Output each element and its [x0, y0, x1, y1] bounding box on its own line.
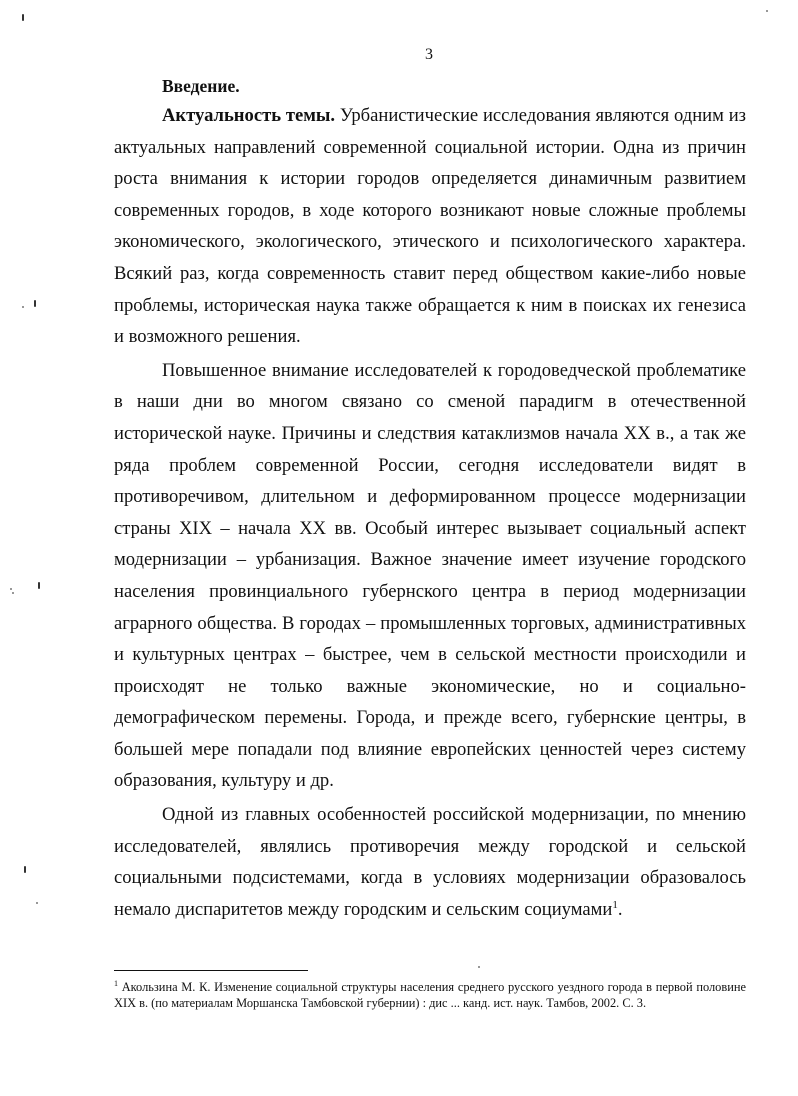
paragraph-contradictions: [114, 799, 746, 925]
page-number: 3: [425, 46, 433, 63]
footnote: [114, 979, 746, 1011]
footnote-marker: 1: [114, 978, 118, 988]
scan-artifact-dot: [36, 902, 38, 904]
paragraph-end: .: [617, 898, 623, 920]
paragraph-text: Одной из главных особенностей российской модернизации, по мнению исследователей, являлись противоречия между городской и сельской социальными подсистемами, когда в условиях модернизации образовалось немало диспаритетов между городским и сельским социумами: [114, 804, 746, 920]
scan-artifact-mark: [22, 14, 24, 21]
scan-artifact-dot: [22, 306, 24, 308]
paragraph-text: Повышенное внимание исследователей к городоведческой проблематике в наши дни во многом связано со сменой парадигм в отечественной исторической науке. Причины и следствия катаклизмов начала XX в., а так же ряда проблем современной России, сегодня исследователи видят в противоречивом, длительном и деформированном процессе модернизации страны XIX – начала XX вв. Особый интерес вызывает социальный аспект модернизации – урбанизация. Важное значение имеет изучение городского населения провинциального губернского центра в период модернизации аграрного общества. В городах – промышленных торговых, административных и культурных центрах – быстрее, чем в сельской местности происходили и происходят не только важные экономические, но и социально-демографическом перемены. Города, и прежде всего, губернские центры, в большей мере попадали под влияние европейских ценностей через систему образования, культуру и др.: [114, 359, 746, 792]
section-heading: Введение.: [162, 76, 240, 96]
paragraph-modernization: [114, 355, 746, 797]
scan-artifact-dot: [766, 10, 768, 12]
paragraph-text: Урбанистические исследования являются одним из актуальных направлений современной социальной истории. Одна из причин роста внимания к истории городов определяется динамичным развитием современных городов, в ходе которого возникают новые сложные проблемы экономического, экологического, этического и психологического характера. Всякий раз, когда современность ставит перед обществом какие-либо новые проблемы, историческая наука также обращается к ним в поисках их генезиса и возможного решения.: [114, 105, 746, 348]
paragraph-relevance: [114, 100, 746, 353]
scan-artifact-dot: [10, 588, 12, 590]
scan-artifact-mark: [38, 582, 40, 589]
scan-artifact-mark: [24, 866, 26, 873]
footnote-text: Акользина М. К. Изменение социальной структуры населения среднего русского уездного города в первой половине XIX в. (по материалам Моршанска Тамбовской губернии) : дис ... канд. ист. наук. Тамбов, 2002. С. 3.: [114, 980, 746, 1010]
scan-artifact-dot: [12, 592, 14, 594]
body-text: [114, 100, 746, 925]
scan-artifact-mark: [34, 300, 36, 307]
scan-artifact-dot: [478, 966, 480, 968]
paragraph-lead: Актуальность темы.: [162, 105, 336, 126]
footnote-divider: [114, 970, 308, 971]
footnote-reference[interactable]: 1: [612, 898, 618, 911]
